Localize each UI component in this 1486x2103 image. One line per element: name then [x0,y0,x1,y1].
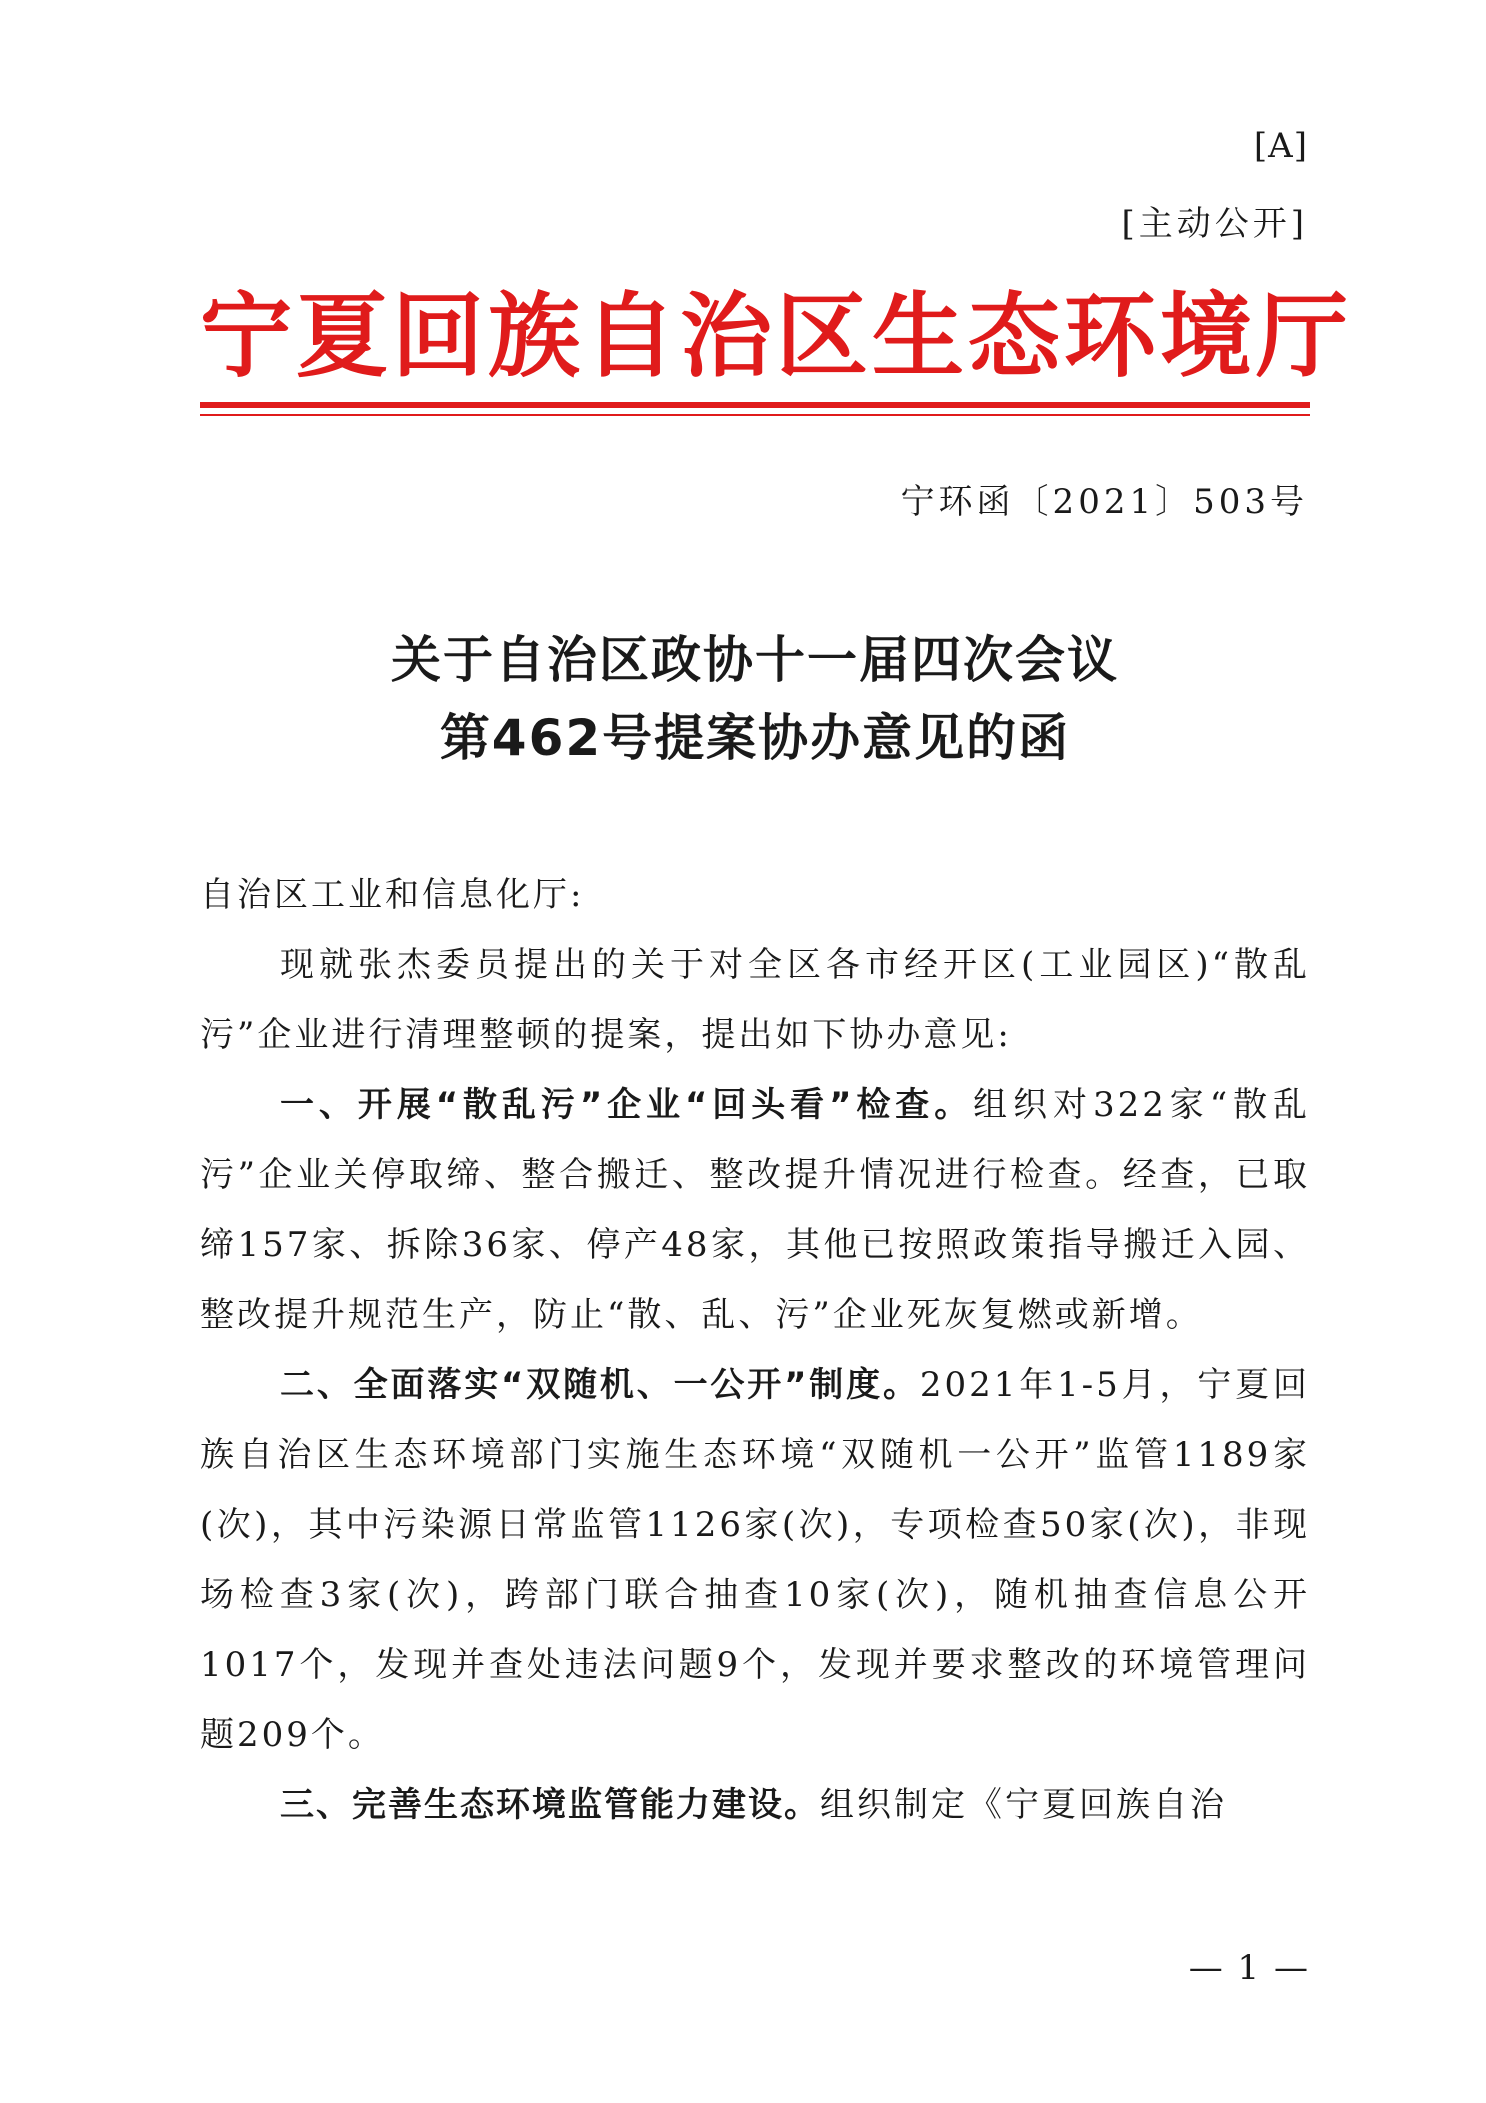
section-3-heading: 三、完善生态环境监管能力建设。 [280,1785,820,1825]
section-1 [200,1070,1310,1350]
document-title-line-1: 关于自治区政协十一届四次会议 [391,631,1119,689]
document-body [200,860,1310,1840]
letterhead-rule-thin [200,414,1310,416]
section-2 [200,1350,1310,1770]
section-2-heading: 二、全面落实“双随机、一公开”制度。 [280,1365,920,1405]
page-number: — 1 — [1188,1948,1310,1988]
intro-paragraph: 现就张杰委员提出的关于对全区各市经开区(工业园区)“散乱污”企业进行清理整顿的提案，提出如下协办意见: [200,945,1310,1055]
disclosure-mark: [主动公开] [1121,204,1308,244]
letterhead-rule-thick [200,402,1310,408]
agency-letterhead: 宁夏回族自治区生态环境厅 [200,283,1353,390]
document-number: 宁环函〔2021〕503号 [900,482,1308,522]
section-1-text: 组织对322家“散乱污”企业关停取缔、整合搬迁、整改提升情况进行检查。经查，已取缔157家、拆除36家、停产48家，其他已按照政策指导搬迁入园、整改提升规范生产，防止“散、乱、污”企业死灰复燃或新增。 [200,1085,1310,1335]
section-3-text: 组织制定《宁夏回族自治 [820,1785,1227,1825]
classification-mark: [A] [1253,126,1308,166]
recipient: 自治区工业和信息化厅: [200,875,585,915]
section-1-heading: 一、开展“散乱污”企业“回头看”检查。 [280,1085,974,1125]
section-2-text: 2021年1-5月，宁夏回族自治区生态环境部门实施生态环境“双随机一公开”监管1189家(次)，其中污染源日常监管1126家(次)，专项检查50家(次)，非现场检查3家(次)，跨部门联合抽查10家(次)，随机抽查信息公开1017个，发现并查处违法问题9个，发现并要求整改的环境管理问题209个。 [200,1365,1310,1755]
section-3 [200,1770,1310,1840]
document-title-line-2: 第462号提案协办意见的函 [439,709,1071,767]
